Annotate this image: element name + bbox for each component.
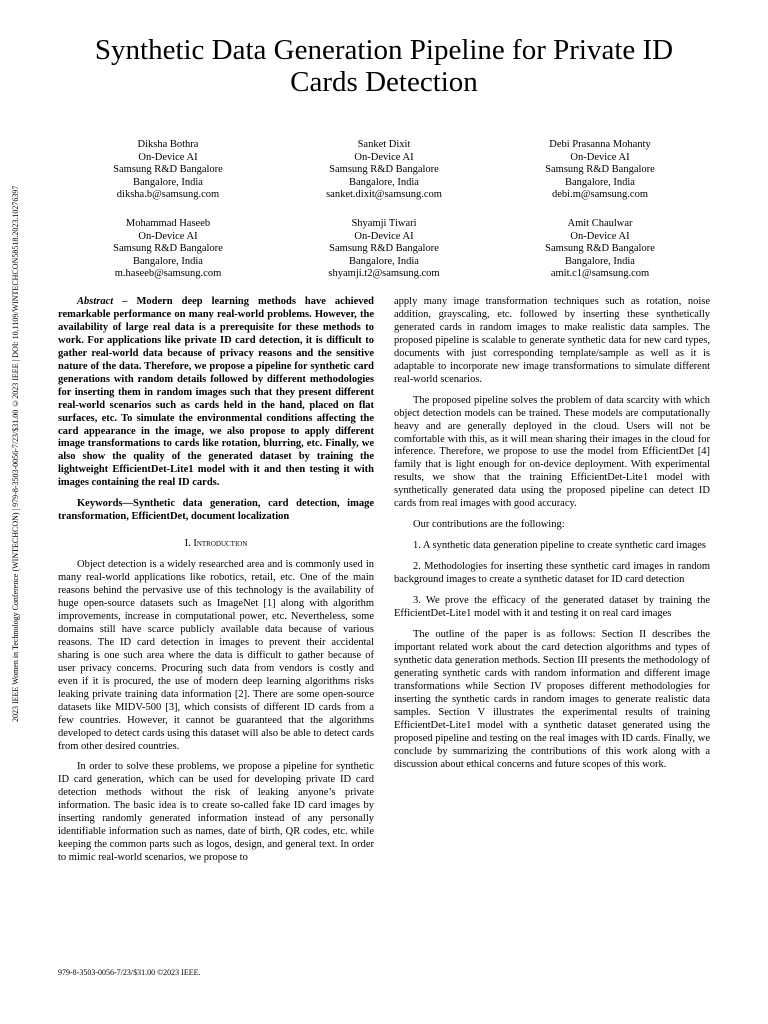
abstract-text: Modern deep learning methods have achieved remarkable performance on many real-world problems. However, the availability of large real data is a prerequisite for these methods to work. For applications like private ID card detection, it is difficult to gather real-world data because of privacy reasons and the sensitive nature of the data. Therefore, we propose a pipeline for synthetic card generations with random details followed by different methodologies for inserting them in random images such that they present different real-world scenarios such as cards held in the hand, placed on flat surfaces, etc. To simulate the environmental conditions affecting the card appearance in the image, we also propose to apply different image transformations to cards like rotation, blurring, etc. Finally, we also show the quality of the generated dataset by training the lightweight EfficientDet-Lite1 model with it and then testing it with images containing the real ID cards. <box>58 296 375 489</box>
body-paragraph: The outline of the paper is as follows: Section II describes the important related work about the card detection algorithms and types of synthetic data generation methods. Section III presents the methodology of generating synthetic cards with random information and different image transformations while Section IV proposes different methodologies for inserting the synthetic cards in random images to generate realistic data samples. Section V illustrates the experimental results of training EfficientDet-Lite1 model with a synthetic dataset generated using the proposed pipeline and testing on the real images with ID cards. Finally, we conclude by summarizing the contributions of this work along with a discussion about ethical concerns and future scopes of this work. <box>394 628 710 770</box>
author-location: Bangalore, India <box>349 255 419 267</box>
author-dept: On-Device AI <box>354 151 414 163</box>
author-email: shyamji.t2@samsung.com <box>328 268 440 280</box>
author-dept: On-Device AI <box>570 151 630 163</box>
section-title: Introduction <box>193 538 248 550</box>
author-email: amit.c1@samsung.com <box>550 268 650 280</box>
author-org: Samsung R&D Bangalore <box>329 243 439 255</box>
author-block <box>60 218 276 281</box>
author-email: debi.m@samsung.com <box>552 189 648 201</box>
author-org: Samsung R&D Bangalore <box>113 164 223 176</box>
right-column <box>394 296 710 779</box>
author-location: Bangalore, India <box>133 176 203 188</box>
author-name: Shyamji Tiwari <box>351 218 417 229</box>
author-block <box>60 139 276 202</box>
author-block <box>276 218 492 281</box>
author-org: Samsung R&D Bangalore <box>545 164 655 176</box>
section-numeral: I. <box>184 538 191 550</box>
author-email: sanket.dixit@samsung.com <box>326 189 442 201</box>
abstract-dash: – <box>113 296 137 307</box>
left-column <box>58 296 374 873</box>
copyright-footer: 979-8-3503-0056-7/23/$31.00 ©2023 IEEE. <box>58 968 201 977</box>
author-block <box>492 218 708 281</box>
author-location: Bangalore, India <box>565 255 635 267</box>
author-name: Diksha Bothra <box>137 139 199 150</box>
author-name: Sanket Dixit <box>357 139 411 150</box>
author-email: m.haseeb@samsung.com <box>114 268 222 280</box>
body-paragraph: apply many image transformation techniques such as rotation, noise addition, grayscaling, etc. followed by inserting these synthetically generated cards in random images to make realistic data samples. The proposed pipeline is scalable to generate synthetic data for new card types, documents with just corresponding template/sample as well as it is adaptable to incorporate new image transformations to simulate different real-world scenarios. <box>394 296 710 385</box>
author-dept: On-Device AI <box>354 230 414 242</box>
author-location: Bangalore, India <box>349 176 419 188</box>
author-dept: On-Device AI <box>138 151 198 163</box>
paper-title: Synthetic Data Generation Pipeline for Private ID Cards Detection <box>94 34 674 98</box>
author-row-1 <box>60 139 708 202</box>
keywords: Keywords—Synthetic data generation, card detection, image transformation, EfficientDet, document localization <box>58 498 374 523</box>
author-email: diksha.b@samsung.com <box>116 189 220 201</box>
section-heading <box>58 538 374 551</box>
contribution-item: 1. A synthetic data generation pipeline to create synthetic card images <box>413 540 707 552</box>
body-paragraph: Object detection is a widely researched area and is commonly used in many real-world applications like robotics, retail, etc. One of the main reasons behind the pervasive use of this technology is the availability of huge open-source datasets such as ImageNet [1] along with algorithm improvements, increase in computational power, etc. Nevertheless, some domains still have scarce publicly available data because of various reasons. The ID card detection in images to prevent their accidental sharing is one such area where the data is difficult to gather because of user privacy concerns. Procuring such data from vendors is costly and even if it is procured, the use of modern deep learning algorithms risks leaking private training data information [2]. There are some open-source datasets like MIDV-500 [3], which consists of different ID cards from a few countries. However, it cannot be guaranteed that the algorithms developed to detect cards using this dataset will also be able to detect cards from other desired countries. <box>58 559 374 752</box>
author-location: Bangalore, India <box>133 255 203 267</box>
author-location: Bangalore, India <box>565 176 635 188</box>
author-dept: On-Device AI <box>138 230 198 242</box>
abstract-label: Abstract <box>77 296 114 307</box>
sidebar-citation: 2023 IEEE Women in Technology Conference (WINTECHCON) | 979-8-3503-0056-7/23/$31.00 ©2023 IEEE | DOI: 10.1109/WINTECHCON58518.2023.10276397 <box>11 186 20 723</box>
author-block <box>276 139 492 202</box>
body-paragraph: In order to solve these problems, we propose a pipeline for synthetic ID card generation, which can be used for developing private ID card detection methods without the risk of leaking anyone’s private information. The basic idea is to create so-called fake ID card images by inserting randomly generated information instead of any personally identifiable information such as names, date of birth, QR codes, etc. while keeping the common parts such as logos, design, and general text. In order to mimic real-world scenarios, we propose to <box>58 761 374 864</box>
author-row-2 <box>60 218 708 281</box>
author-name: Mohammad Haseeb <box>125 218 211 229</box>
author-org: Samsung R&D Bangalore <box>329 164 439 176</box>
contribution-item: 3. We prove the efficacy of the generated dataset by training the EfficientDet-Lite1 model with it and testing it on real card images <box>394 595 710 620</box>
body-paragraph: The proposed pipeline solves the problem of data scarcity with which object detection models can be trained. These models are computationally heavy and are generally deployed in the cloud. Users will not be comfortable with this, as it will mean sharing their images in the cloud for inference. Therefore, we propose to use the model from EfficientDet [4] family that is light enough for on-device deployment. With experimental results, we show that the training EfficientDet-Lite1 model with synthetically generated data using the proposed pipeline can detect ID cards from real images with good accuracy. <box>394 394 710 510</box>
author-block <box>492 139 708 202</box>
contribution-item: 2. Methodologies for inserting these synthetic card images in random background images to create a synthetic dataset for ID card detection <box>394 561 710 586</box>
body-paragraph: Our contributions are the following: <box>413 519 565 531</box>
author-name: Debi Prasanna Mohanty <box>549 139 651 150</box>
author-dept: On-Device AI <box>570 230 630 242</box>
author-org: Samsung R&D Bangalore <box>545 243 655 255</box>
author-org: Samsung R&D Bangalore <box>113 243 223 255</box>
abstract <box>58 296 374 490</box>
author-name: Amit Chaulwar <box>567 218 633 229</box>
